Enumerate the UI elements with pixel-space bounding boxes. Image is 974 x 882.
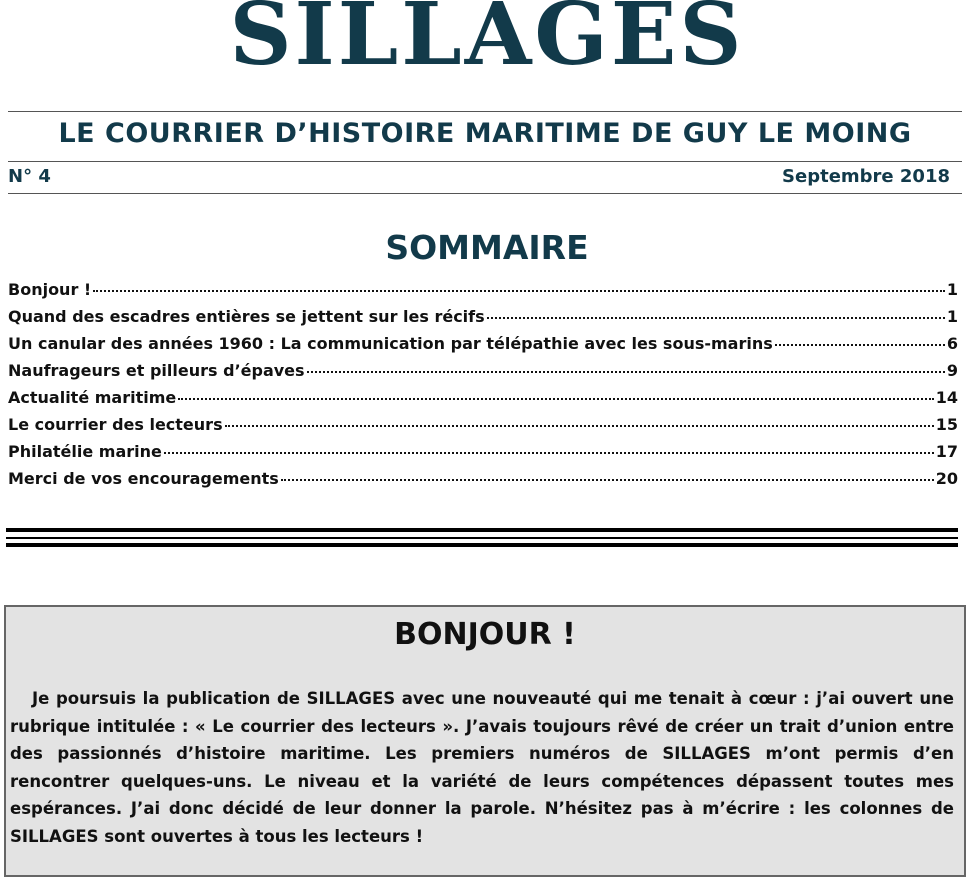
section-divider-thick	[6, 543, 958, 547]
toc-leader-dots	[225, 425, 934, 427]
toc-leader-dots	[93, 290, 945, 292]
toc-leader-dots	[775, 344, 945, 346]
toc-item-page: 17	[935, 442, 958, 461]
bonjour-article-box	[4, 605, 966, 877]
toc-item-label: Philatélie marine	[8, 442, 162, 461]
header-bottom-rule	[8, 193, 962, 194]
newsletter-title: SILLAGES	[229, 0, 745, 85]
toc-item[interactable]	[8, 280, 958, 307]
masthead	[0, 0, 974, 112]
toc-item[interactable]	[8, 415, 958, 442]
toc-item-page: 20	[935, 469, 958, 488]
toc-item-label: Bonjour !	[8, 280, 92, 299]
newsletter-subtitle: LE COURRIER D’HISTOIRE MARITIME DE GUY LE MOING	[58, 118, 912, 149]
section-divider-thick	[6, 528, 958, 532]
article-title: BONJOUR !	[394, 617, 576, 652]
header-middle-rule	[8, 161, 962, 162]
toc-item-page: 6	[946, 334, 958, 353]
toc-leader-dots	[281, 479, 934, 481]
toc-item-label: Merci de vos encouragements	[8, 469, 279, 488]
toc-item-label: Naufrageurs et pilleurs d’épaves	[8, 361, 305, 380]
toc-item-page: 9	[946, 361, 958, 380]
toc-item-label: Le courrier des lecteurs	[8, 415, 223, 434]
toc-item-page: 14	[935, 388, 958, 407]
toc-leader-dots	[164, 452, 934, 454]
toc-item[interactable]	[8, 307, 958, 334]
section-divider-thin	[6, 537, 958, 539]
toc-leader-dots	[487, 317, 945, 319]
toc-item-page: 15	[935, 415, 958, 434]
toc-title: SOMMAIRE	[385, 228, 589, 267]
toc-item[interactable]	[8, 361, 958, 388]
toc-item[interactable]	[8, 388, 958, 415]
header-top-rule	[8, 111, 962, 112]
toc-item[interactable]	[8, 469, 958, 496]
toc-item-label: Quand des escadres entières se jettent sur les récifs	[8, 307, 485, 326]
article-body: Je poursuis la publication de SILLAGES avec une nouveauté qui me tenait à cœur : j’ai ouvert une rubrique intitulée : « Le courrier des lecteurs ». J’avais toujours rêvé de créer un trait d’union entre des passionnés d’histoire maritime. Les premiers numéros de SILLAGES m’ont permis d’en rencontrer quelques-uns. Le niveau et la variété de leurs compétences dépassent toutes mes espérances. J’ai donc décidé de leur donner la parole. N’hésitez pas à m’écrire : les colonnes de SILLAGES sont ouvertes à tous les lecteurs !	[10, 689, 954, 846]
toc-item-page: 1	[946, 280, 958, 299]
toc-item-label: Actualité maritime	[8, 388, 177, 407]
toc-leader-dots	[307, 371, 945, 373]
toc-item-label: Un canular des années 1960 : La communication par télépathie avec les sous-marins	[8, 334, 773, 353]
issue-number: N° 4	[8, 166, 51, 187]
toc-list	[8, 280, 958, 496]
issue-date: Septembre 2018	[782, 166, 950, 187]
toc-item[interactable]	[8, 334, 958, 361]
toc-item[interactable]	[8, 442, 958, 469]
toc-leader-dots	[178, 398, 933, 400]
toc-item-page: 1	[946, 307, 958, 326]
